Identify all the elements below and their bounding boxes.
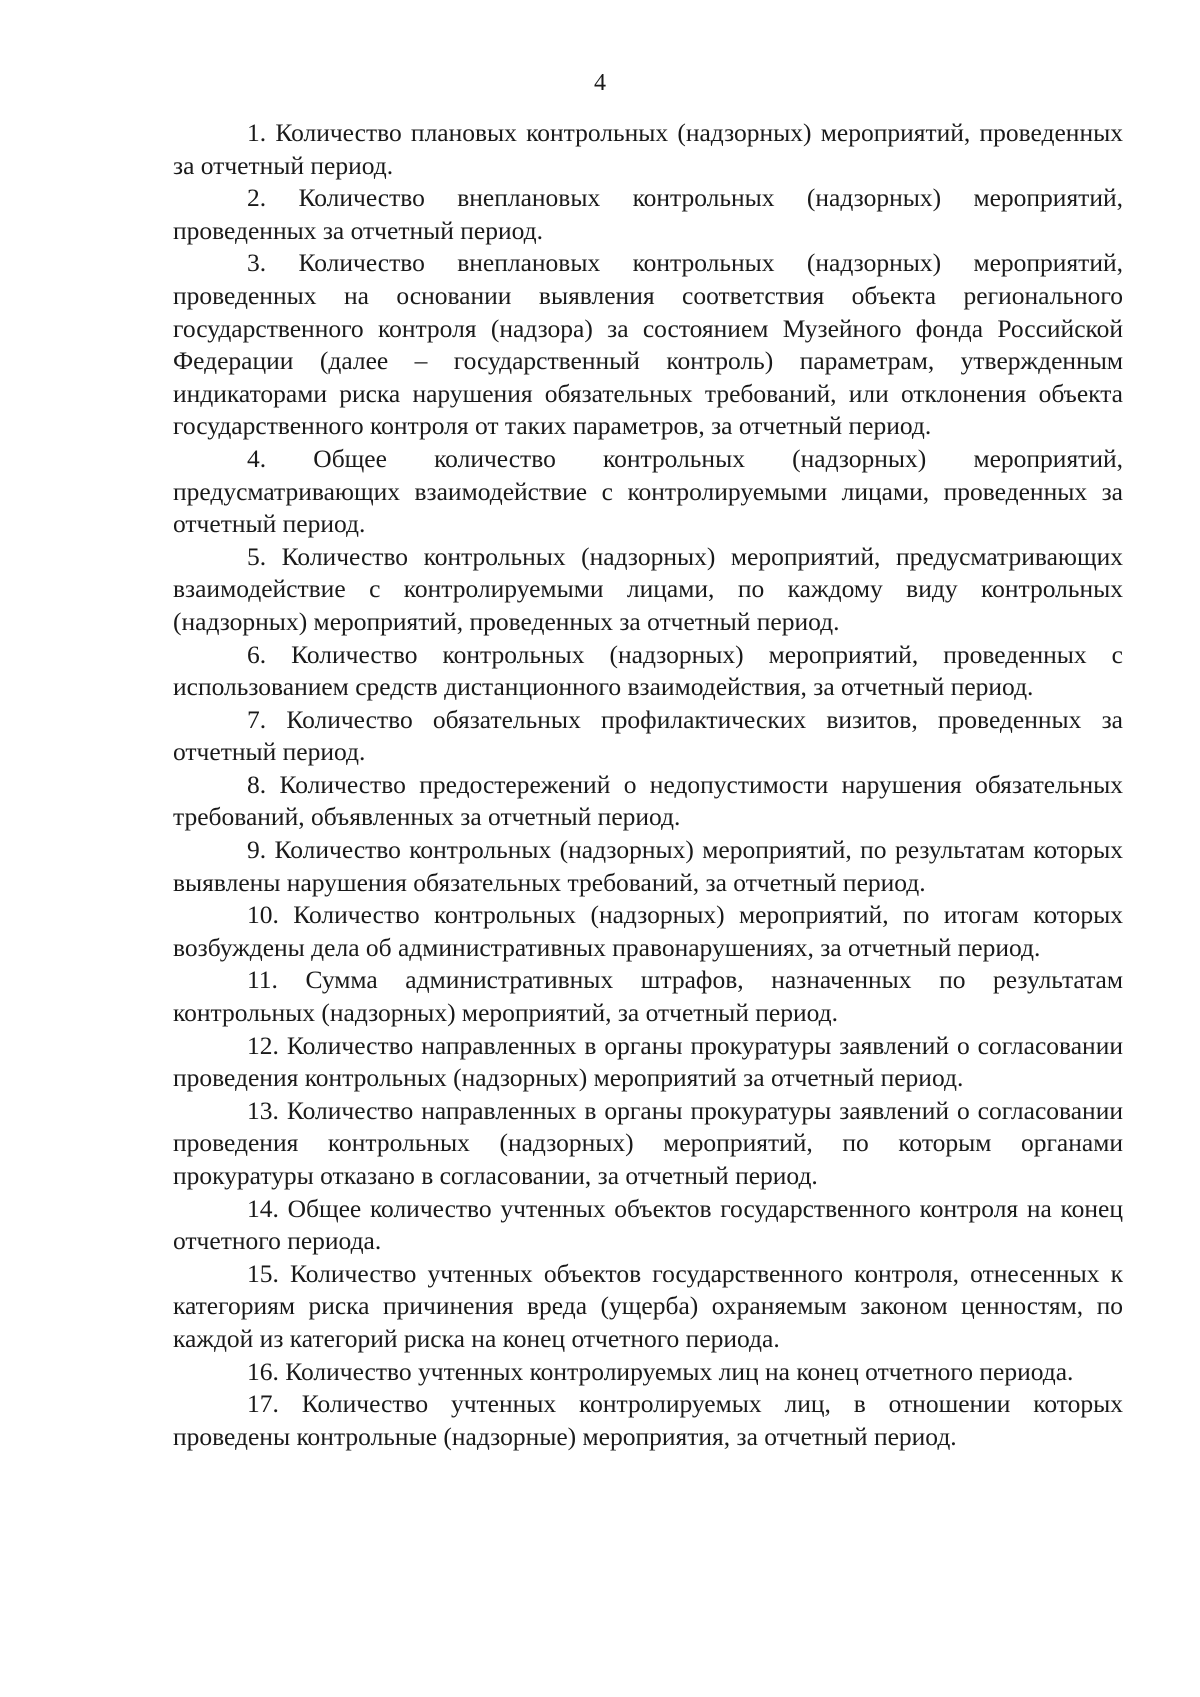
list-item: 5. Количество контрольных (надзорных) мероприятий, предусматривающих взаимодействие с контролируемыми лицами, по каждому виду контрольных (надзорных) мероприятий, проведенных за отчетный период. bbox=[173, 541, 1123, 636]
list-item: 10. Количество контрольных (надзорных) мероприятий, по итогам которых возбуждены дела об административных правонарушениях, за отчетный период. bbox=[173, 900, 1123, 962]
list-item: 15. Количество учтенных объектов государственного контроля, отнесенных к категориям риска причинения вреда (ущерба) охраняемым законом ценностям, по каждой из категорий риска на конец отчетного периода. bbox=[173, 1258, 1123, 1353]
page-number: 4 bbox=[594, 70, 606, 96]
list-item: 6. Количество контрольных (надзорных) мероприятий, проведенных с использованием средств дистанционного взаимодействия, за отчетный период. bbox=[173, 639, 1123, 702]
list-item: 11. Сумма административных штрафов, назначенных по результатам контрольных (надзорных) мероприятий, за отчетный период. bbox=[173, 965, 1123, 1028]
list-item: 16. Количество учтенных контролируемых лиц на конец отчетного периода. bbox=[247, 1356, 1074, 1386]
list-item: 9. Количество контрольных (надзорных) мероприятий, по результатам которых выявлены нарушения обязательных требований, за отчетный период. bbox=[173, 835, 1123, 897]
list-item: 8. Количество предостережений о недопустимости нарушения обязательных требований, объявленных за отчетный период. bbox=[173, 769, 1123, 832]
list-item: 13. Количество направленных в органы прокуратуры заявлений о согласовании проведения контрольных (надзорных) мероприятий, по которым органами прокуратуры отказано в согласовании, за отчетный период. bbox=[173, 1095, 1123, 1190]
document-body bbox=[173, 117, 1123, 1453]
list-item: 14. Общее количество учтенных объектов государственного контроля на конец отчетного периода. bbox=[173, 1193, 1123, 1256]
list-item: 17. Количество учтенных контролируемых лиц, в отношении которых проведены контрольные (надзорные) мероприятия, за отчетный период. bbox=[173, 1389, 1123, 1451]
list-item: 4. Общее количество контрольных (надзорных) мероприятий, предусматривающих взаимодействие с контролируемыми лицами, проведенных за отчетный период. bbox=[173, 443, 1123, 539]
list-item: 7. Количество обязательных профилактических визитов, проведенных за отчетный период. bbox=[173, 704, 1123, 767]
list-item: 12. Количество направленных в органы прокуратуры заявлений о согласовании проведения контрольных (надзорных) мероприятий за отчетный период. bbox=[173, 1030, 1123, 1093]
list-item: 2. Количество внеплановых контрольных (надзорных) мероприятий, проведенных за отчетный период. bbox=[173, 183, 1123, 245]
list-item: 1. Количество плановых контрольных (надзорных) мероприятий, проведенных за отчетный период. bbox=[173, 118, 1123, 180]
list-item: 3. Количество внеплановых контрольных (надзорных) мероприятий, проведенных на основании выявления соответствия объекта регионального государственного контроля (надзора) за состоянием Музейного фонда Российской Федерации (далее – государственный контроль) параметрам, утвержденным индикаторами риска нарушения обязательных требований, или отклонения объекта государственного контроля от таких параметров, за отчетный период. bbox=[173, 248, 1123, 441]
